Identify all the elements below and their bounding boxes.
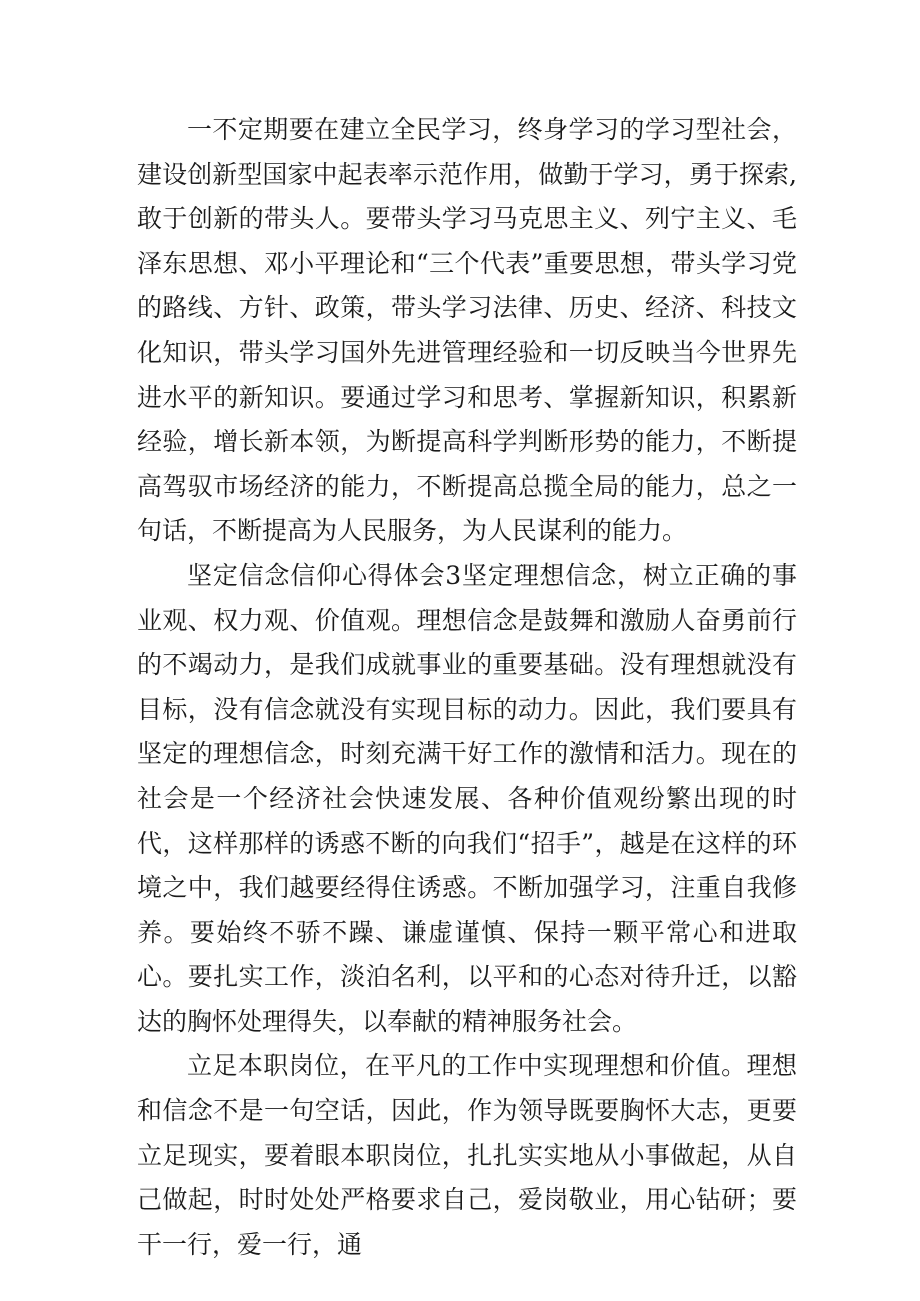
document-body bbox=[137, 108, 797, 1267]
paragraph-2: 坚定信念信仰心得体会3坚定理想信念，树立正确的事业观、权力观、价值观。理想信念是鼓舞和激励人奋勇前行的不竭动力，是我们成就事业的重要基础。没有理想就没有目标，没有信念就没有实现目标的动力。因此，我们要具有坚定的理想信念，时刻充满干好工作的激情和活力。现在的社会是一个经济社会快速发展、各种价值观纷繁出现的时代，这样那样的诱惑不断的向我们“招手”，越是在这样的环境之中，我们越要经得住诱惑。不断加强学习，注重自我修养。要始终不骄不躁、谦虚谨慎、保持一颗平常心和进取心。要扎实工作，淡泊名利，以平和的心态对待升迁，以豁达的胸怀处理得失，以奉献的精神服务社会。 bbox=[137, 560, 797, 1036]
paragraph-1: 一不定期要在建立全民学习，终身学习的学习型社会，建设创新型国家中起表率示范作用，做勤于学习，勇于探索,敢于创新的带头人。要带头学习马克思主义、列宁主义、毛泽东思想、邓小平理论和“三个代表”重要思想，带头学习党的路线、方针、政策，带头学习法律、历史、经济、科技文化知识，带头学习国外先进管理经验和一切反映当今世界先进水平的新知识。要通过学习和思考、掌握新知识，积累新经验，增长新本领，为断提高科学判断形势的能力，不断提高驾驭市场经济的能力，不断提高总揽全局的能力，总之一句话，不断提高为人民服务，为人民谋利的能力。 bbox=[137, 115, 797, 546]
paragraph-3: 立足本职岗位，在平凡的工作中实现理想和价值。理想和信念不是一句空话，因此，作为领导既要胸怀大志，更要立足现实，要着眼本职岗位，扎扎实实地从小事做起，从自己做起，时时处处严格要求自己，爱岗敬业，用心钻研；要干一行，爱一行，通 bbox=[137, 1051, 797, 1259]
